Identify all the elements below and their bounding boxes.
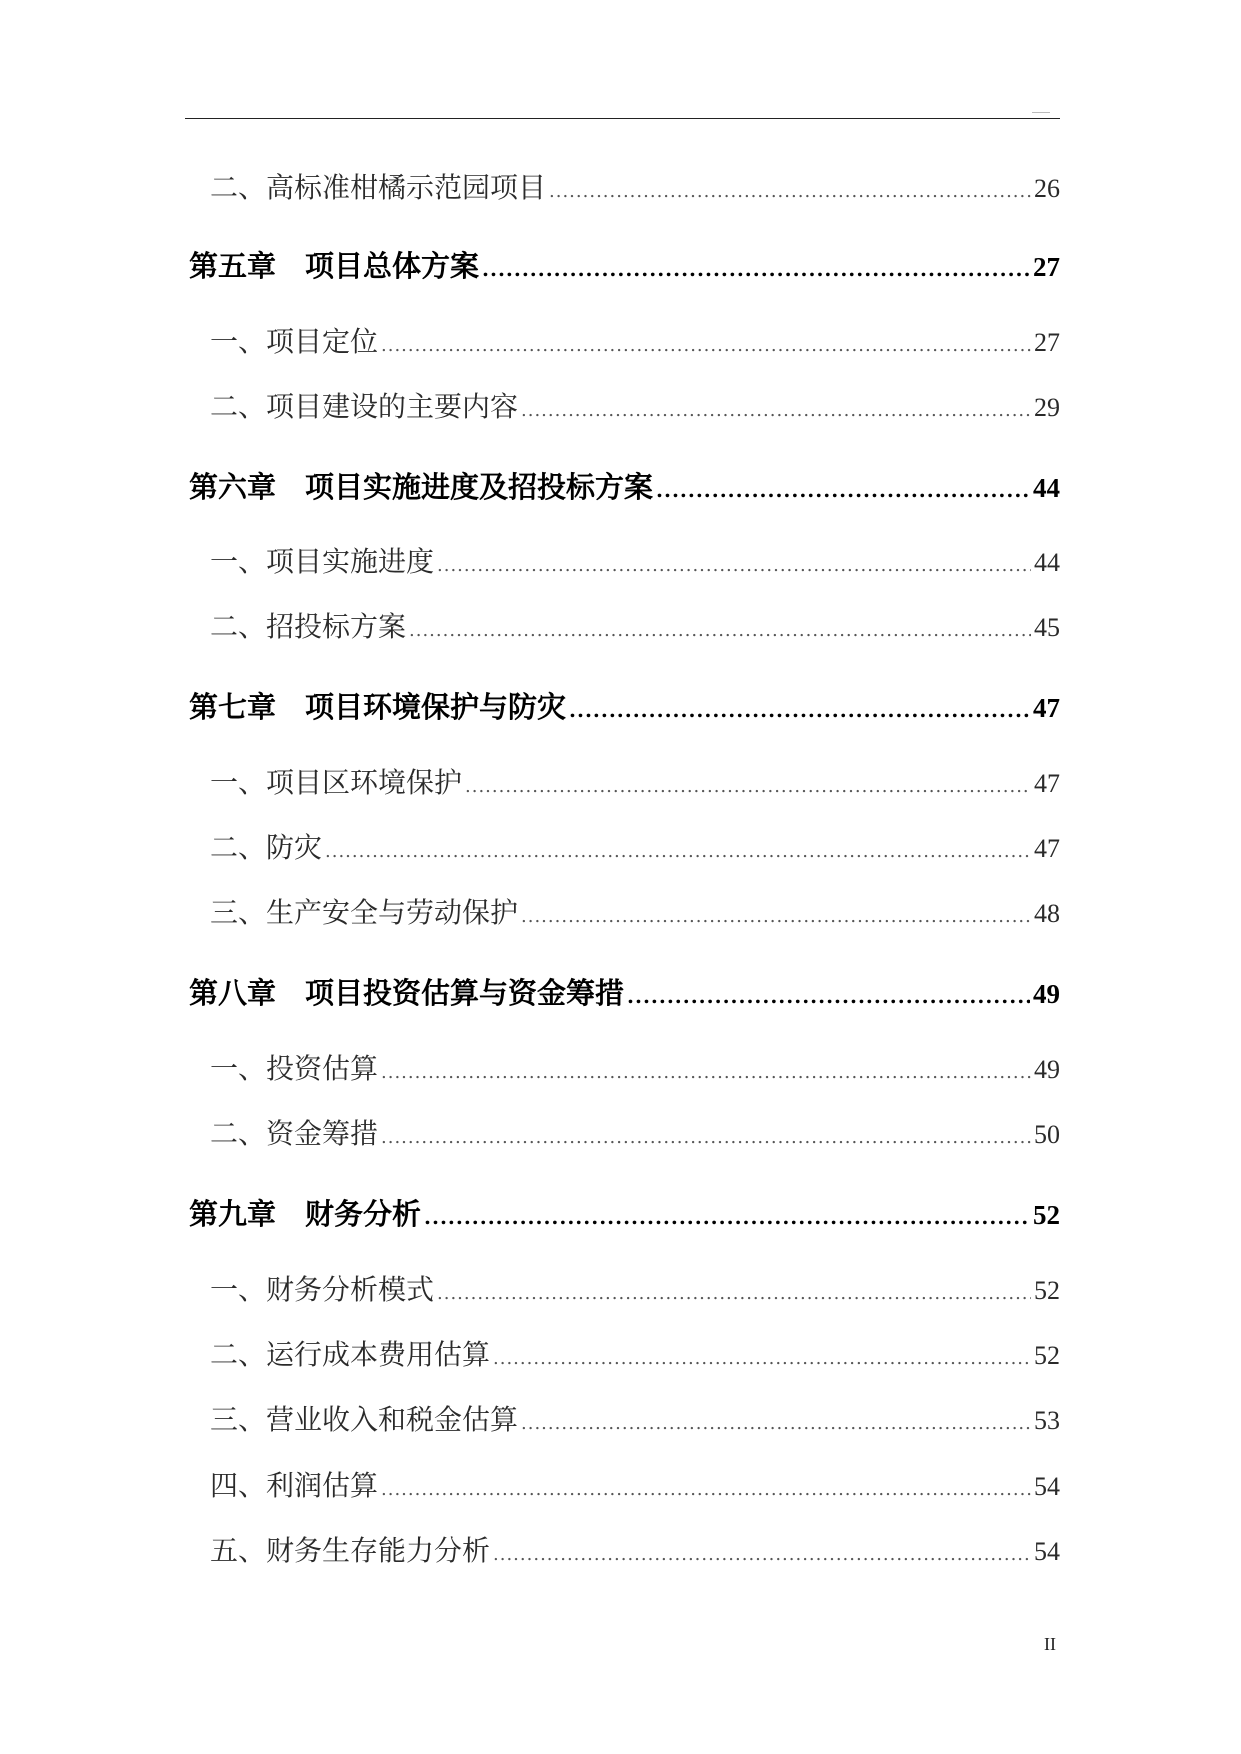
page-number: II <box>1044 1634 1056 1654</box>
toc-chapter-entry[interactable] <box>189 971 1060 1012</box>
dot-leader <box>656 478 1030 502</box>
toc-entry-label: 一、项目实施进度 <box>210 545 435 578</box>
toc-entry-label: 二、资金筹措 <box>210 1117 379 1150</box>
toc-section-entry[interactable] <box>210 1047 1060 1087</box>
dot-leader <box>493 1544 1031 1565</box>
toc-section-entry[interactable] <box>210 1112 1060 1152</box>
toc-entry-label: 第七章 项目环境保护与防灾 <box>189 690 567 724</box>
toc-entry-page: 49 <box>1034 1055 1060 1084</box>
toc-entry-page: 44 <box>1033 473 1060 503</box>
toc-section-entry[interactable] <box>210 891 1060 931</box>
toc-entry-label: 二、项目建设的主要内容 <box>210 390 519 423</box>
dot-leader <box>409 620 1031 641</box>
toc-entry-label: 四、利润估算 <box>210 1469 379 1502</box>
dot-leader <box>627 984 1030 1008</box>
toc-entry-page: 47 <box>1033 693 1060 723</box>
toc-section-entry[interactable] <box>210 1268 1060 1308</box>
toc-entry-label: 三、营业收入和税金估算 <box>210 1403 519 1436</box>
toc-entry-page: 52 <box>1034 1276 1060 1305</box>
toc-entry-page: 53 <box>1034 1406 1060 1435</box>
toc-section-entry[interactable] <box>210 761 1060 801</box>
toc-entry-page: 50 <box>1034 1120 1060 1149</box>
dot-leader <box>381 1062 1031 1083</box>
toc-section-entry[interactable] <box>210 166 1060 206</box>
toc-entry-page: 47 <box>1034 769 1060 798</box>
toc-entry-label: 一、投资估算 <box>210 1052 379 1085</box>
toc-section-entry[interactable] <box>210 605 1060 645</box>
toc-entry-page: 48 <box>1034 899 1060 928</box>
dot-leader <box>493 1348 1031 1369</box>
toc-section-entry[interactable] <box>210 1529 1060 1569</box>
dot-leader <box>521 906 1031 927</box>
toc-entry-page: 44 <box>1034 548 1060 577</box>
toc-entry-label: 第八章 项目投资估算与资金筹措 <box>189 976 625 1010</box>
toc-entry-page: 26 <box>1034 174 1060 203</box>
dot-leader <box>482 257 1030 281</box>
dot-leader <box>549 181 1031 202</box>
dot-leader <box>521 1413 1031 1434</box>
toc-entry-page: 52 <box>1034 1341 1060 1370</box>
toc-entry-label: 三、生产安全与劳动保护 <box>210 896 519 929</box>
toc-entry-label: 一、项目区环境保护 <box>210 766 463 799</box>
dot-leader <box>381 1479 1031 1500</box>
toc-section-entry[interactable] <box>210 1333 1060 1373</box>
toc-entry-label: 一、项目定位 <box>210 325 379 358</box>
toc-entry-page: 52 <box>1033 1200 1060 1230</box>
toc-entry-page: 27 <box>1033 252 1060 282</box>
toc-chapter-entry[interactable] <box>189 244 1060 285</box>
dot-leader <box>569 698 1030 722</box>
toc-entry-page: 29 <box>1034 393 1060 422</box>
toc-section-entry[interactable] <box>210 1464 1060 1504</box>
toc-entry-page: 54 <box>1034 1537 1060 1566</box>
toc-entry-label: 一、财务分析模式 <box>210 1273 435 1306</box>
toc-section-entry[interactable] <box>210 385 1060 425</box>
toc-entry-page: 54 <box>1034 1472 1060 1501</box>
toc-section-entry[interactable] <box>210 1398 1060 1438</box>
toc-chapter-entry[interactable] <box>189 465 1060 506</box>
dot-leader <box>437 1283 1031 1304</box>
toc-entry-label: 第九章 财务分析 <box>189 1197 422 1231</box>
toc-section-entry[interactable] <box>210 826 1060 866</box>
toc-entry-label: 五、财务生存能力分析 <box>210 1534 491 1567</box>
toc-entry-label: 二、高标准柑橘示范园项目 <box>210 171 547 204</box>
toc-entry-label: 二、运行成本费用估算 <box>210 1338 491 1371</box>
toc-chapter-entry[interactable] <box>189 685 1060 726</box>
toc-section-entry[interactable] <box>210 540 1060 580</box>
toc-section-entry[interactable] <box>210 320 1060 360</box>
toc-entry-page: 27 <box>1034 328 1060 357</box>
toc-entry-page: 49 <box>1033 979 1060 1009</box>
toc-entry-label: 二、防灾 <box>210 831 323 864</box>
dot-leader <box>381 335 1031 356</box>
dot-leader <box>325 841 1031 862</box>
dot-leader <box>465 776 1031 797</box>
dot-leader <box>424 1205 1030 1229</box>
dot-leader <box>521 400 1031 421</box>
toc-entry-label: 第六章 项目实施进度及招投标方案 <box>189 470 654 504</box>
dot-leader <box>381 1127 1031 1148</box>
toc-entry-label: 第五章 项目总体方案 <box>189 249 480 283</box>
toc-entry-page: 45 <box>1034 613 1060 642</box>
dot-leader <box>437 555 1031 576</box>
toc-entry-label: 二、招投标方案 <box>210 610 407 643</box>
toc-chapter-entry[interactable] <box>189 1192 1060 1233</box>
toc-entry-page: 47 <box>1034 834 1060 863</box>
